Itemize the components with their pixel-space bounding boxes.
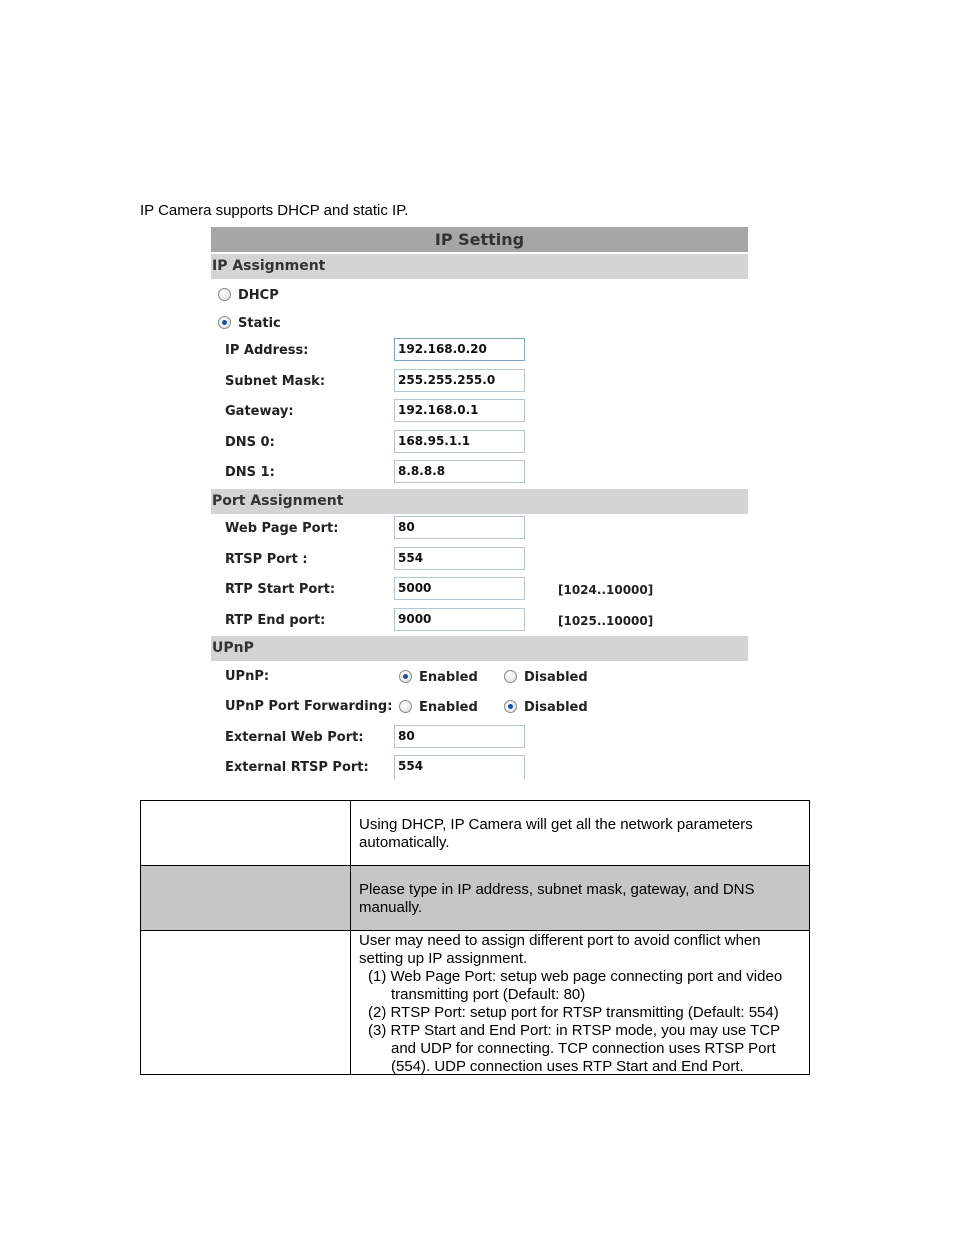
- rtp-end-port-field[interactable]: 9000: [394, 608, 525, 631]
- port-intro: User may need to assign different port to avoid conflict when setting up IP assignment.: [359, 932, 761, 967]
- rtsp-port-field[interactable]: 554: [394, 547, 525, 570]
- section-port-assignment: Port Assignment: [211, 489, 748, 514]
- section-ip-assignment: IP Assignment: [211, 254, 748, 279]
- port-item: (1) Web Page Port: setup web page connecting port and video transmitting port (Default: 80): [368, 968, 783, 1003]
- static-description: Please type in IP address, subnet mask, gateway, and DNS manually.: [359, 881, 755, 916]
- gateway-label: Gateway:: [225, 404, 294, 419]
- static-radio[interactable]: [218, 316, 231, 329]
- section-upnp: UPnP: [211, 636, 748, 661]
- upnp-disabled-label: Disabled: [524, 670, 588, 685]
- dhcp-radio[interactable]: [218, 288, 231, 301]
- panel-title: IP Setting: [211, 227, 748, 252]
- port-item: (3) RTP Start and End Port: in RTSP mode, you may use TCP and UDP for connecting. TCP connection uses RTSP Port (554). UDP connection uses RTP Start and End Port.: [368, 1022, 780, 1075]
- row-divider: [141, 930, 809, 931]
- dhcp-description: Using DHCP, IP Camera will get all the network parameters automatically.: [359, 816, 753, 851]
- dns0-field[interactable]: 168.95.1.1: [394, 430, 525, 453]
- upnp-enabled-radio[interactable]: [399, 670, 412, 683]
- external-web-port-label: External Web Port:: [225, 730, 364, 745]
- gateway-field[interactable]: 192.168.0.1: [394, 399, 525, 422]
- upnp-forwarding-label: UPnP Port Forwarding:: [225, 699, 393, 714]
- external-rtsp-port-label: External RTSP Port:: [225, 760, 369, 775]
- forwarding-disabled-label: Disabled: [524, 700, 588, 715]
- ip-address-field[interactable]: 192.168.0.20: [394, 338, 525, 361]
- rtsp-port-label: RTSP Port :: [225, 552, 308, 567]
- column-divider: [350, 801, 351, 1074]
- port-item: (2) RTSP Port: setup port for RTSP transmitting (Default: 554): [368, 1004, 779, 1021]
- upnp-disabled-radio[interactable]: [504, 670, 517, 683]
- ip-address-label: IP Address:: [225, 343, 309, 358]
- rtp-start-port-field[interactable]: 5000: [394, 577, 525, 600]
- external-web-port-field[interactable]: 80: [394, 725, 525, 748]
- external-rtsp-port-field[interactable]: 554: [394, 755, 525, 779]
- rtp-start-port-label: RTP Start Port:: [225, 582, 336, 597]
- dns1-field[interactable]: 8.8.8.8: [394, 460, 525, 483]
- rtp-end-port-range: [1025..10000]: [558, 614, 654, 628]
- static-label: Static: [238, 316, 281, 331]
- dns0-label: DNS 0:: [225, 435, 275, 450]
- dns1-label: DNS 1:: [225, 465, 275, 480]
- rtp-end-port-label: RTP End port:: [225, 613, 326, 628]
- description-table: [140, 800, 810, 1075]
- forwarding-enabled-label: Enabled: [419, 700, 478, 715]
- web-page-port-field[interactable]: 80: [394, 516, 525, 539]
- intro-text: IP Camera supports DHCP and static IP.: [140, 202, 409, 219]
- subnet-mask-label: Subnet Mask:: [225, 374, 326, 389]
- subnet-mask-field[interactable]: 255.255.255.0: [394, 369, 525, 392]
- web-page-port-label: Web Page Port:: [225, 521, 339, 536]
- dhcp-label: DHCP: [238, 288, 279, 303]
- ip-setting-panel: [211, 227, 748, 779]
- forwarding-enabled-radio[interactable]: [399, 700, 412, 713]
- rtp-start-port-range: [1024..10000]: [558, 583, 654, 597]
- row-divider: [141, 865, 809, 866]
- upnp-label: UPnP:: [225, 669, 270, 684]
- forwarding-disabled-radio[interactable]: [504, 700, 517, 713]
- upnp-enabled-label: Enabled: [419, 670, 478, 685]
- port-description: [359, 932, 803, 1076]
